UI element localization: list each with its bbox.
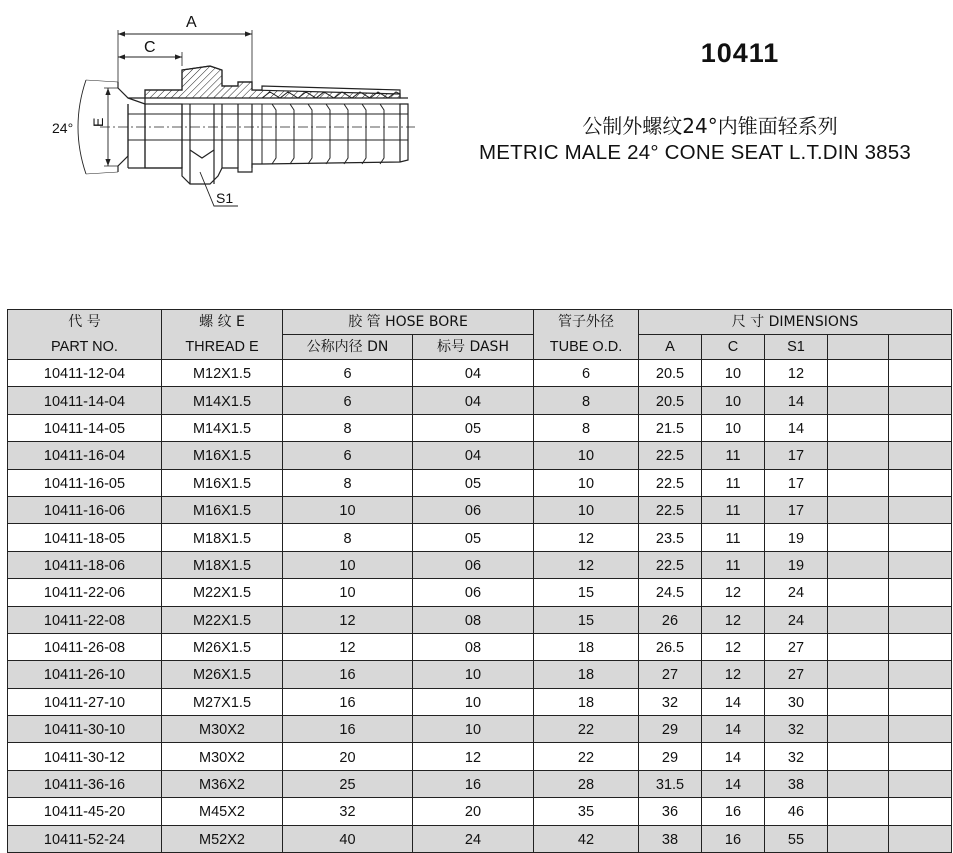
table-row: [8, 798, 952, 825]
cell-tube-od: 12: [534, 524, 639, 551]
cell-dim-c: 11: [702, 524, 765, 551]
dim-c-label: C: [144, 39, 156, 56]
cell-blank: [889, 496, 952, 523]
cell-part-no: 10411-16-05: [8, 469, 162, 496]
cell-thread: M36X2: [162, 770, 283, 797]
cell-blank: [828, 825, 889, 852]
cell-dim-s1: 38: [765, 770, 828, 797]
subtitle-english: METRIC MALE 24° CONE SEAT L.T.DIN 3853: [478, 141, 911, 164]
angle-label: 24°: [52, 120, 74, 136]
cell-blank: [828, 798, 889, 825]
header-thread-cn: 螺 纹 E: [162, 310, 283, 335]
table-row: [8, 360, 952, 387]
cell-tube-od: 18: [534, 688, 639, 715]
cell-hose-dn: 16: [283, 688, 413, 715]
table-row: [8, 469, 952, 496]
table-row: [8, 496, 952, 523]
cell-hose-dash: 04: [413, 360, 534, 387]
cell-tube-od: 12: [534, 551, 639, 578]
cell-dim-a: 22.5: [639, 496, 702, 523]
header-part-no-en: PART NO.: [8, 335, 162, 360]
cell-dim-c: 16: [702, 798, 765, 825]
header-dim-s1: S1: [765, 335, 828, 360]
cell-part-no: 10411-26-08: [8, 633, 162, 660]
cell-dim-c: 11: [702, 496, 765, 523]
cell-thread: M30X2: [162, 716, 283, 743]
cell-hose-dn: 16: [283, 661, 413, 688]
cell-blank: [889, 414, 952, 441]
cell-hose-dash: 10: [413, 716, 534, 743]
table-row: [8, 770, 952, 797]
table-row: [8, 661, 952, 688]
cell-blank: [889, 743, 952, 770]
cell-blank: [828, 360, 889, 387]
cell-hose-dn: 32: [283, 798, 413, 825]
cell-hose-dash: 24: [413, 825, 534, 852]
cell-hose-dash: 04: [413, 442, 534, 469]
subtitle-chinese: 公制外螺纹24°内锥面轻系列: [582, 114, 838, 138]
table-row: [8, 606, 952, 633]
cell-dim-s1: 24: [765, 606, 828, 633]
header-hose-dn: 公称内径 DN: [283, 335, 413, 360]
cell-hose-dn: 12: [283, 606, 413, 633]
cell-dim-c: 16: [702, 825, 765, 852]
header-blank-1: [828, 335, 889, 360]
cell-dim-s1: 19: [765, 524, 828, 551]
cell-dim-c: 12: [702, 579, 765, 606]
cell-thread: M22X1.5: [162, 606, 283, 633]
header-tube-en: TUBE O.D.: [534, 335, 639, 360]
cell-blank: [828, 442, 889, 469]
cell-thread: M14X1.5: [162, 414, 283, 441]
cell-thread: M22X1.5: [162, 579, 283, 606]
cell-dim-s1: 30: [765, 688, 828, 715]
cell-tube-od: 10: [534, 469, 639, 496]
cell-thread: M12X1.5: [162, 360, 283, 387]
cell-hose-dash: 06: [413, 496, 534, 523]
cell-dim-c: 14: [702, 688, 765, 715]
cell-blank: [828, 496, 889, 523]
cell-hose-dash: 10: [413, 661, 534, 688]
cell-hose-dash: 20: [413, 798, 534, 825]
cell-tube-od: 10: [534, 442, 639, 469]
cell-part-no: 10411-18-05: [8, 524, 162, 551]
cell-dim-s1: 27: [765, 633, 828, 660]
cell-dim-s1: 14: [765, 387, 828, 414]
cell-dim-a: 21.5: [639, 414, 702, 441]
dim-e-label: E: [90, 117, 106, 127]
table-row: [8, 716, 952, 743]
dim-s1-label: S1: [216, 190, 234, 206]
cell-dim-s1: 32: [765, 743, 828, 770]
cell-dim-s1: 32: [765, 716, 828, 743]
cell-hose-dn: 20: [283, 743, 413, 770]
table-row: [8, 825, 952, 852]
cell-part-no: 10411-30-10: [8, 716, 162, 743]
cell-tube-od: 15: [534, 606, 639, 633]
cell-part-no: 10411-36-16: [8, 770, 162, 797]
cell-tube-od: 8: [534, 414, 639, 441]
cell-tube-od: 28: [534, 770, 639, 797]
cell-blank: [828, 716, 889, 743]
header-dimensions: 尺 寸 DIMENSIONS: [639, 310, 952, 335]
part-number-title: 10411: [700, 38, 780, 68]
cell-blank: [889, 606, 952, 633]
cell-tube-od: 35: [534, 798, 639, 825]
cell-tube-od: 6: [534, 360, 639, 387]
cell-dim-a: 26: [639, 606, 702, 633]
cell-hose-dn: 8: [283, 469, 413, 496]
cell-hose-dn: 10: [283, 496, 413, 523]
cell-hose-dn: 8: [283, 524, 413, 551]
cell-dim-a: 29: [639, 743, 702, 770]
cell-dim-a: 22.5: [639, 551, 702, 578]
cell-dim-a: 32: [639, 688, 702, 715]
cell-blank: [889, 360, 952, 387]
cell-hose-dn: 12: [283, 633, 413, 660]
specification-table: [7, 309, 952, 853]
cell-dim-a: 38: [639, 825, 702, 852]
cell-thread: M14X1.5: [162, 387, 283, 414]
header-dim-c: C: [702, 335, 765, 360]
cell-part-no: 10411-16-06: [8, 496, 162, 523]
cell-part-no: 10411-26-10: [8, 661, 162, 688]
table-row: [8, 633, 952, 660]
cell-dim-a: 24.5: [639, 579, 702, 606]
cell-dim-s1: 19: [765, 551, 828, 578]
header-row-bottom: [8, 335, 952, 360]
cell-thread: M16X1.5: [162, 442, 283, 469]
cell-blank: [889, 551, 952, 578]
cell-blank: [889, 688, 952, 715]
header-thread-en: THREAD E: [162, 335, 283, 360]
cell-blank: [828, 743, 889, 770]
cell-dim-c: 11: [702, 442, 765, 469]
cell-part-no: 10411-27-10: [8, 688, 162, 715]
cell-dim-a: 26.5: [639, 633, 702, 660]
cell-dim-c: 10: [702, 387, 765, 414]
cell-tube-od: 22: [534, 716, 639, 743]
cell-thread: M27X1.5: [162, 688, 283, 715]
cell-hose-dn: 6: [283, 442, 413, 469]
cell-hose-dn: 6: [283, 360, 413, 387]
table-row: [8, 743, 952, 770]
cell-blank: [889, 798, 952, 825]
cell-part-no: 10411-12-04: [8, 360, 162, 387]
header-part-no-cn: 代 号: [8, 310, 162, 335]
cell-blank: [889, 442, 952, 469]
cell-part-no: 10411-14-05: [8, 414, 162, 441]
cell-dim-a: 22.5: [639, 469, 702, 496]
cell-dim-s1: 27: [765, 661, 828, 688]
cell-dim-s1: 17: [765, 469, 828, 496]
cell-part-no: 10411-16-04: [8, 442, 162, 469]
cell-thread: M45X2: [162, 798, 283, 825]
dim-a-label: A: [186, 14, 197, 31]
cell-dim-s1: 17: [765, 496, 828, 523]
cell-hose-dash: 08: [413, 606, 534, 633]
cell-blank: [828, 524, 889, 551]
cell-hose-dn: 8: [283, 414, 413, 441]
cell-thread: M52X2: [162, 825, 283, 852]
header-blank-2: [889, 335, 952, 360]
cell-dim-a: 22.5: [639, 442, 702, 469]
cell-tube-od: 15: [534, 579, 639, 606]
cell-dim-c: 12: [702, 606, 765, 633]
cell-thread: M18X1.5: [162, 551, 283, 578]
cell-dim-s1: 12: [765, 360, 828, 387]
header-hose-bore: 胶 管 HOSE BORE: [283, 310, 534, 335]
cell-blank: [828, 469, 889, 496]
cell-blank: [889, 524, 952, 551]
cell-hose-dash: 06: [413, 579, 534, 606]
cell-blank: [889, 825, 952, 852]
cell-dim-a: 36: [639, 798, 702, 825]
cell-dim-c: 10: [702, 360, 765, 387]
cell-tube-od: 42: [534, 825, 639, 852]
table-body: [8, 360, 952, 853]
cell-dim-s1: 17: [765, 442, 828, 469]
cell-hose-dash: 05: [413, 469, 534, 496]
table-row: [8, 387, 952, 414]
table-row: [8, 442, 952, 469]
cell-dim-a: 20.5: [639, 360, 702, 387]
cell-hose-dn: 25: [283, 770, 413, 797]
cell-blank: [828, 414, 889, 441]
cell-hose-dash: 06: [413, 551, 534, 578]
cell-dim-s1: 46: [765, 798, 828, 825]
cell-thread: M16X1.5: [162, 469, 283, 496]
cell-dim-c: 11: [702, 469, 765, 496]
cell-hose-dn: 16: [283, 716, 413, 743]
cell-dim-s1: 14: [765, 414, 828, 441]
cell-tube-od: 10: [534, 496, 639, 523]
cell-hose-dn: 6: [283, 387, 413, 414]
cell-blank: [889, 716, 952, 743]
cell-dim-a: 29: [639, 716, 702, 743]
cell-blank: [828, 770, 889, 797]
cell-blank: [828, 633, 889, 660]
header-dim-a: A: [639, 335, 702, 360]
cell-blank: [828, 551, 889, 578]
cell-dim-c: 11: [702, 551, 765, 578]
cell-thread: M16X1.5: [162, 496, 283, 523]
cell-dim-s1: 24: [765, 579, 828, 606]
cell-blank: [828, 661, 889, 688]
cell-blank: [889, 633, 952, 660]
cell-hose-dash: 05: [413, 414, 534, 441]
cell-blank: [828, 579, 889, 606]
cell-dim-c: 14: [702, 716, 765, 743]
cell-part-no: 10411-22-08: [8, 606, 162, 633]
cell-blank: [889, 770, 952, 797]
cell-dim-c: 14: [702, 743, 765, 770]
header-tube-cn: 管子外径: [534, 310, 639, 335]
cell-hose-dash: 16: [413, 770, 534, 797]
table-row: [8, 524, 952, 551]
cell-thread: M18X1.5: [162, 524, 283, 551]
cell-hose-dn: 10: [283, 579, 413, 606]
cell-thread: M26X1.5: [162, 661, 283, 688]
cell-hose-dn: 10: [283, 551, 413, 578]
cell-blank: [828, 688, 889, 715]
cell-thread: M30X2: [162, 743, 283, 770]
cell-dim-c: 12: [702, 661, 765, 688]
cell-hose-dash: 04: [413, 387, 534, 414]
table-row: [8, 414, 952, 441]
cell-dim-s1: 55: [765, 825, 828, 852]
cell-part-no: 10411-52-24: [8, 825, 162, 852]
cell-tube-od: 18: [534, 661, 639, 688]
cell-hose-dn: 40: [283, 825, 413, 852]
cell-hose-dash: 08: [413, 633, 534, 660]
header-row-top: [8, 310, 952, 335]
cell-hose-dash: 05: [413, 524, 534, 551]
cell-tube-od: 22: [534, 743, 639, 770]
cell-tube-od: 18: [534, 633, 639, 660]
header-hose-dash: 标号 DASH: [413, 335, 534, 360]
cell-dim-c: 12: [702, 633, 765, 660]
cell-dim-c: 10: [702, 414, 765, 441]
cell-blank: [889, 469, 952, 496]
cell-hose-dash: 10: [413, 688, 534, 715]
cell-dim-a: 27: [639, 661, 702, 688]
table-row: [8, 551, 952, 578]
cell-part-no: 10411-14-04: [8, 387, 162, 414]
cell-hose-dash: 12: [413, 743, 534, 770]
cell-part-no: 10411-30-12: [8, 743, 162, 770]
cell-dim-a: 20.5: [639, 387, 702, 414]
cell-blank: [889, 661, 952, 688]
cell-part-no: 10411-18-06: [8, 551, 162, 578]
table-row: [8, 579, 952, 606]
cell-part-no: 10411-45-20: [8, 798, 162, 825]
cell-dim-a: 31.5: [639, 770, 702, 797]
cell-dim-c: 14: [702, 770, 765, 797]
table-row: [8, 688, 952, 715]
cell-blank: [889, 579, 952, 606]
cell-blank: [889, 387, 952, 414]
cell-blank: [828, 606, 889, 633]
cell-tube-od: 8: [534, 387, 639, 414]
cell-blank: [828, 387, 889, 414]
fitting-drawing: [0, 0, 460, 240]
cell-thread: M26X1.5: [162, 633, 283, 660]
cell-part-no: 10411-22-06: [8, 579, 162, 606]
cell-dim-a: 23.5: [639, 524, 702, 551]
